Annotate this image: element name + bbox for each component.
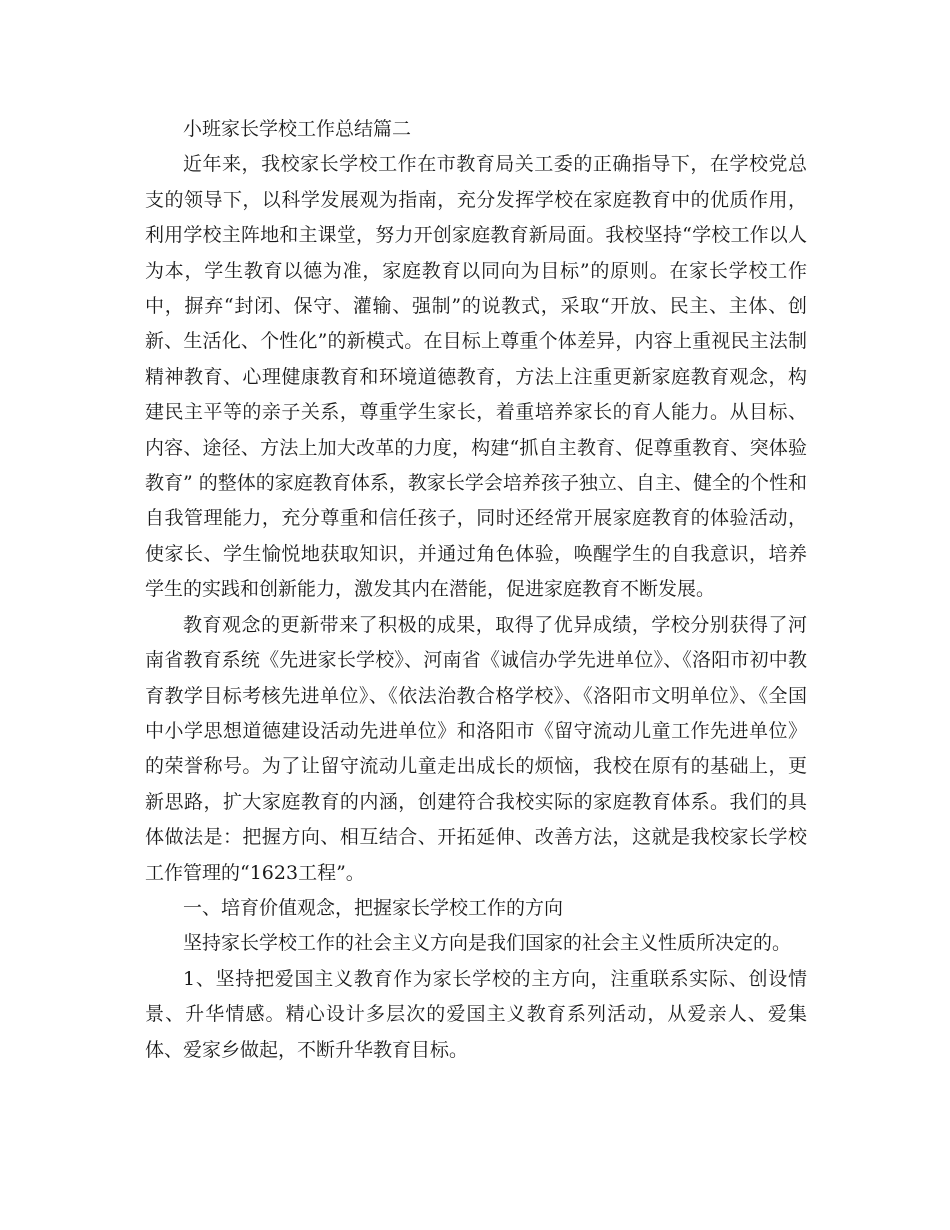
document-title: 小班家长学校工作总结篇二 [183,118,412,140]
paragraph-intro: 近年来，我校家长学校工作在市教育局关工委的正确指导下，在学校党总支的领导下，以科学发展观为指南，充分发挥学校在家庭教育中的优质作用，利用学校主阵地和主课堂，努力开创家庭教育新局面。我校坚持“学校工作以人为本，学生教育以德为准，家庭教育以同向为目标”的原则。在家长学校工作中，摒弃“封闭、保守、灌输、强制”的说教式，采取“开放、民主、主体、创新、生活化、个性化”的新模式。在目标上尊重个体差异，内容上重视民主法制精神教育、心理健康教育和环境道德教育，方法上注重更新家庭教育观念，构建民主平等的亲子关系，尊重学生家长，着重培养家长的育人能力。从目标、内容、途径、方法上加大改革的力度，构建“抓自主教育、促尊重教育、突体验教育” 的整体的家庭教育体系，教家长学会培养孩子独立、自主、健全的个性和自我管理能力，充分尊重和信任孩子，同时还经常开展家庭教育的体验活动，使家长、学生愉悦地获取知识，并通过角色体验，唤醒学生的自我意识，培养学生的实践和创新能力，激发其内在潜能，促进家庭教育不断发展。 [145,153,807,601]
section-heading-1: 一、培育价值观念，把握家长学校工作的方向 [183,896,564,919]
document-page [145,112,807,1068]
paragraph-point-1: 1、坚持把爱国主义教育作为家长学校的主方向，注重联系实际、创设情景、升华情感。精心设计多层次的爱国主义教育系列活动，从爱亲人、爱集体、爱家乡做起，不断升华教育目标。 [145,967,807,1061]
paragraph-direction: 坚持家长学校工作的社会主义方向是我们国家的社会主义性质所决定的。 [183,932,792,955]
paragraph-achievements: 教育观念的更新带来了积极的成果，取得了优异成绩，学校分别获得了河南省教育系统《先进家长学校》、河南省《诚信办学先进单位》、《洛阳市初中教育教学目标考核先进单位》、《依法治教合格学校》、《洛阳市文明单位》、《全国中小学思想道德建设活动先进单位》和洛阳市《留守流动儿童工作先进单位》的荣誉称号。为了让留守流动儿童走出成长的烦恼，我校在原有的基础上，更新思路，扩大家庭教育的内涵，创建符合我校实际的家庭教育体系。我们的具体做法是：把握方向、相互结合、开拓延伸、改善方法，这就是我校家长学校工作管理的“1623工程”。 [145,613,807,884]
